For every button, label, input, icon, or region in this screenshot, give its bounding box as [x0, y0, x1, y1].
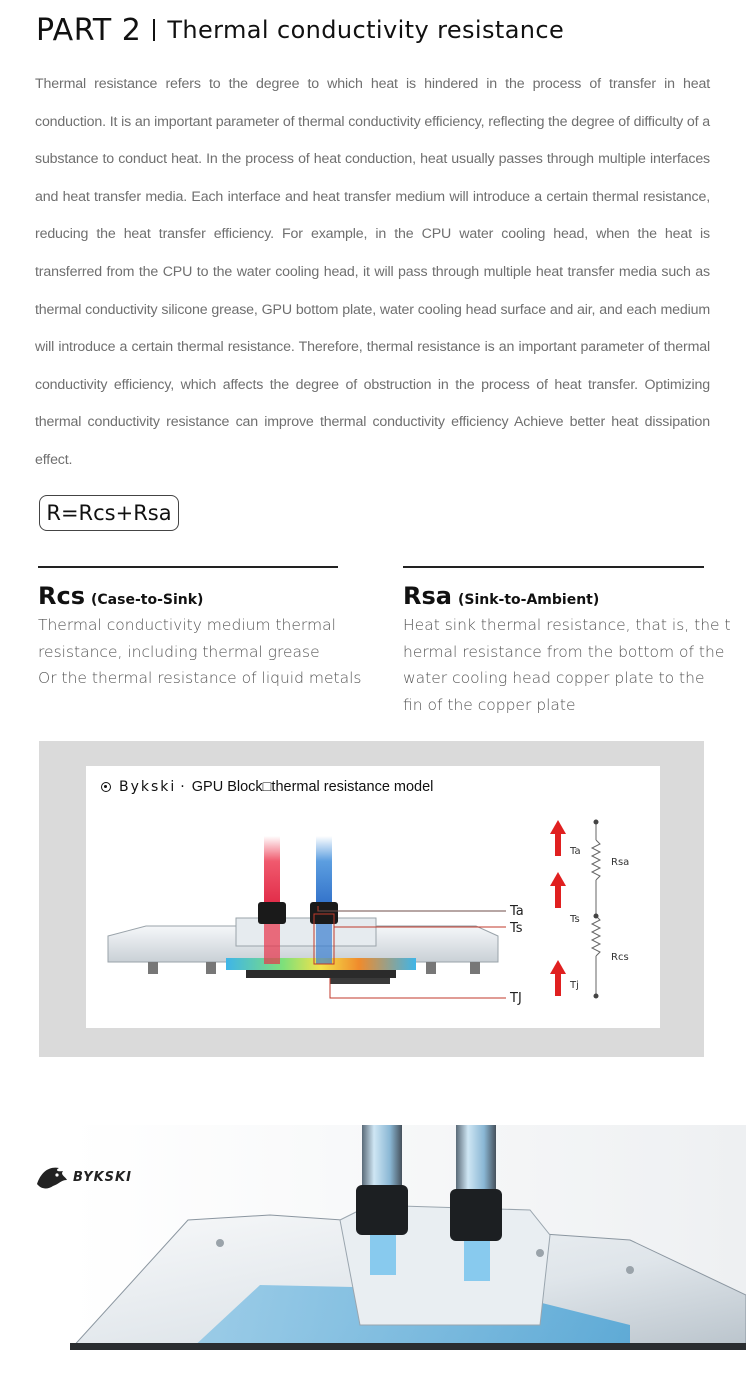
brand-dot: ·: [180, 779, 185, 795]
node-dot: [594, 914, 599, 919]
right-tube: [456, 1125, 496, 1200]
copper-base: [246, 970, 396, 978]
foot: [426, 962, 436, 974]
rsa-line: Heat sink thermal resistance, that is, the t: [403, 616, 731, 634]
chain-rcs-label: Rcs: [611, 952, 629, 963]
rsa-column: [403, 566, 731, 718]
rcs-subtitle: (Case-to-Sink): [91, 592, 204, 608]
rsa-line: hermal resistance from the bottom of the: [403, 642, 725, 661]
model-title: GPU Block□thermal resistance model: [191, 779, 434, 795]
intro-paragraph: Thermal resistance refers to the degree to which heat is hindered in the process of transfer in heat conduction. It is an important parameter of thermal conductivity efficiency, reflecting the degree of difficulty of a substance to conduct heat. In the process of heat conduction, heat usually passes through multiple interfaces and heat transfer media. Each interface and heat transfer medium will introduce a certain thermal resistance, reducing the heat transfer efficiency. For example, in the CPU water cooling head, when the heat is transferred from the CPU to the water cooling head, it will pass through multiple heat transfer media such as thermal conductivity silicone grease, GPU bottom plate, water cooling head surface and air, and each medium will introduce a certain thermal resistance. Therefore, thermal resistance is an important parameter of thermal conductivity efficiency, which affects the degree of obstruction in the process of heat transfer. Optimizing thermal conductivity resistance can improve thermal conductivity efficiency Achieve better heat dissipation effect.: [35, 76, 710, 468]
chain-rsa-label: Rsa: [611, 857, 630, 868]
left-fitting: [356, 1185, 408, 1235]
rsa-description: [403, 612, 731, 718]
foot: [470, 962, 480, 974]
heat-arrow-up-icon: [550, 872, 566, 908]
chain-tj-label: Tj: [570, 980, 579, 991]
tj-callout-label: TJ: [510, 991, 522, 1006]
foot: [148, 962, 158, 974]
gpu-block-diagram: [86, 766, 660, 1028]
title-divider: [153, 19, 155, 41]
left-tube: [362, 1125, 402, 1195]
bykski-logo: [35, 1160, 132, 1194]
dragon-logo-icon: [35, 1162, 69, 1192]
block-top: [236, 918, 376, 946]
rcs-heading: [38, 582, 338, 610]
cold-flow: [316, 924, 332, 964]
heat-arrow-up-icon: [550, 820, 566, 856]
photo-bottom-edge: [70, 1343, 746, 1350]
ts-callout-label: Ts: [510, 921, 523, 936]
gpu-die: [330, 978, 390, 984]
column-rule: [403, 566, 704, 568]
screw-icon: [626, 1266, 634, 1274]
rcs-line: resistance, including thermal grease: [38, 642, 320, 661]
rcs-line: Thermal conductivity medium thermal: [38, 616, 336, 634]
ta-callout-line: [318, 906, 506, 911]
screw-icon: [536, 1249, 544, 1257]
column-rule: [38, 566, 338, 568]
rsa-heading: [403, 582, 704, 610]
screw-icon: [216, 1239, 224, 1247]
rcs-line: Or the thermal resistance of liquid metals: [38, 669, 362, 687]
brand-name: Bykski: [119, 779, 177, 795]
rcs-term: Rcs: [38, 582, 85, 610]
chain-ta-label: Ta: [570, 846, 581, 857]
hot-flow: [264, 924, 280, 964]
formula-box: R=Rcs+Rsa: [39, 495, 179, 531]
right-fitting: [450, 1189, 502, 1241]
rsa-term: Rsa: [403, 582, 452, 610]
page-title: Thermal conductivity resistance: [167, 16, 565, 44]
heat-arrow-up-icon: [550, 960, 566, 996]
section-title: [36, 8, 564, 52]
rsa-line: water cooling head copper plate to the: [403, 669, 705, 687]
node-dot: [594, 820, 599, 825]
rsa-subtitle: (Sink-to-Ambient): [457, 592, 600, 608]
rcs-column: [38, 566, 362, 692]
foot: [206, 962, 216, 974]
node-dot: [594, 994, 599, 999]
rsa-line: fin of the copper plate: [403, 695, 576, 714]
ta-callout-label: Ta: [510, 904, 524, 919]
hot-fitting: [258, 902, 286, 924]
resistor-chain: [592, 822, 600, 996]
left-flow: [370, 1235, 396, 1275]
chain-ts-label: Ts: [570, 914, 580, 925]
part-number: PART 2: [36, 12, 142, 48]
product-photo: [70, 1125, 746, 1350]
cold-tube: [316, 836, 332, 908]
logo-wordmark: BYKSKI: [73, 1169, 132, 1185]
right-flow: [464, 1241, 490, 1281]
hot-tube: [264, 836, 280, 908]
rcs-description: [38, 612, 362, 692]
